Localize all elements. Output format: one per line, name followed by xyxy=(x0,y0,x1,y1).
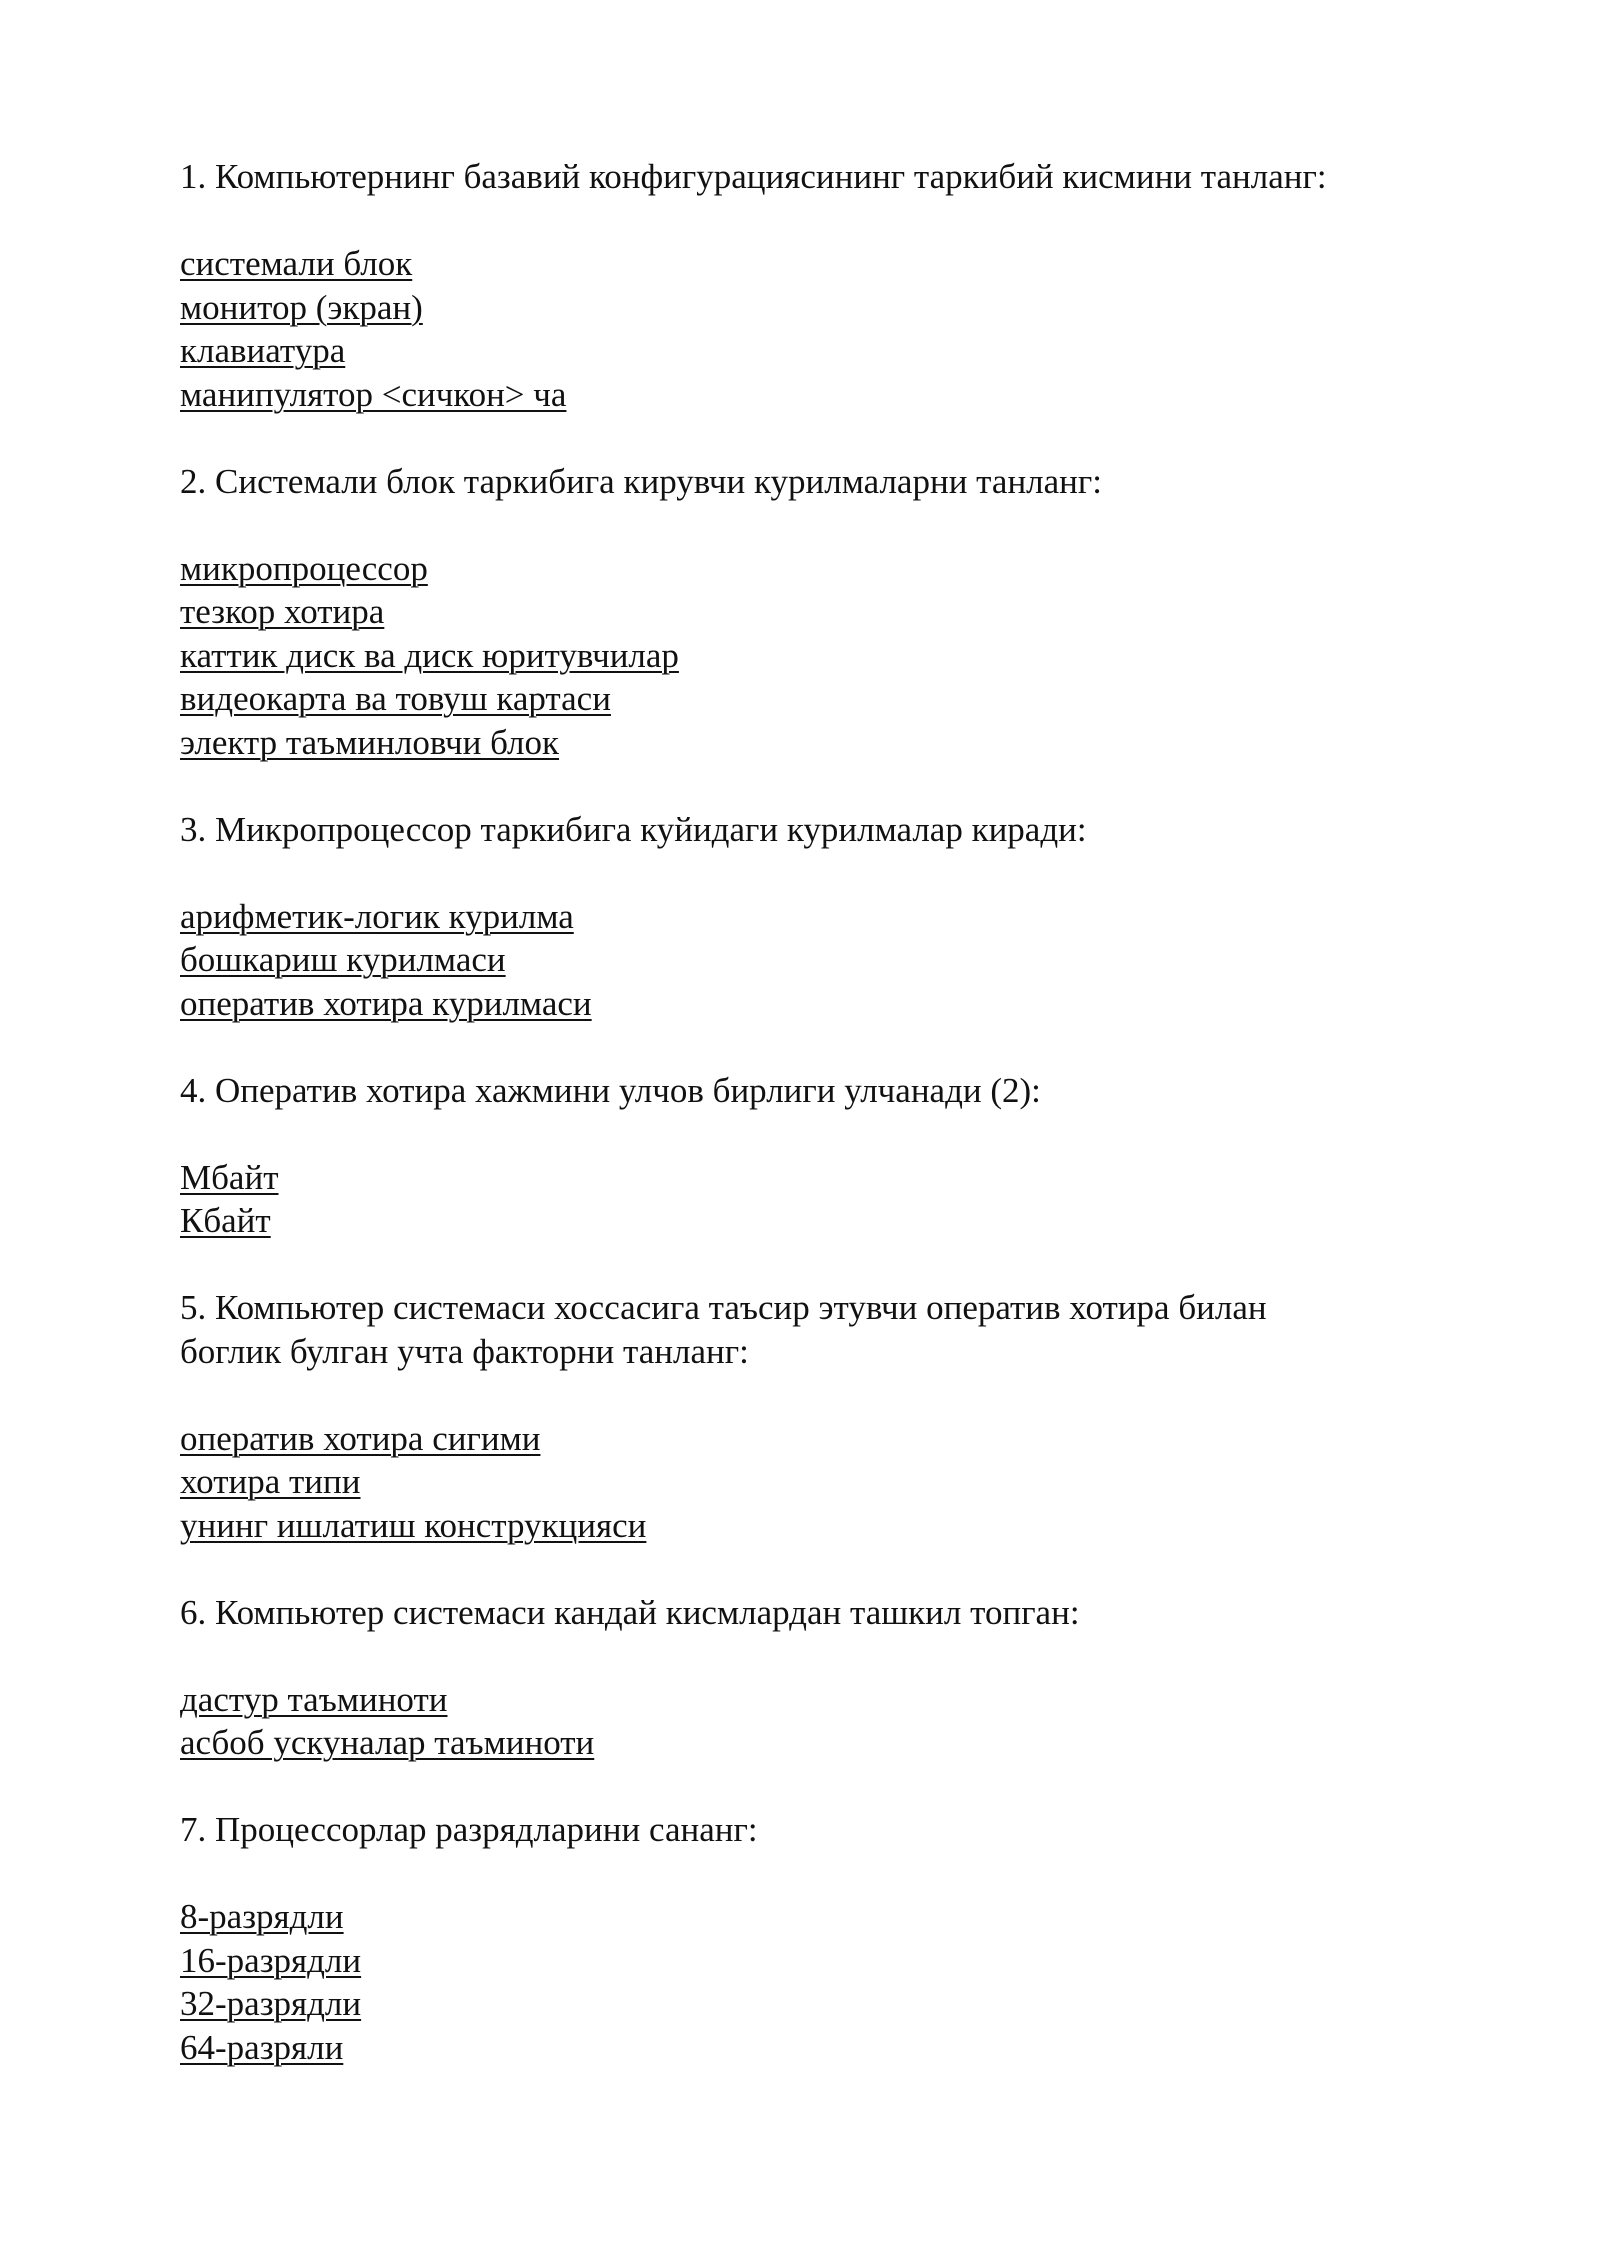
document-content xyxy=(180,155,1440,2069)
spacer xyxy=(180,199,1440,243)
question-text: 3. Микропроцессор таркибига куйидаги курилмалар киради: xyxy=(180,809,1087,849)
answer-item: манипулятор <сичкон> ча xyxy=(180,374,567,414)
answer-item: 16-разрядли xyxy=(180,1940,362,1980)
answer-item: видеокарта ва товуш картаси xyxy=(180,679,611,718)
question-text xyxy=(180,1286,1440,1373)
answer-list xyxy=(180,1678,1440,1765)
answer-item: системали блок xyxy=(180,244,413,283)
question-text: 4. Оператив хотира хажмини улчов бирлиги улчанади (2): xyxy=(180,1070,1041,1110)
question-block xyxy=(180,1069,1440,1243)
spacer xyxy=(180,1852,1440,1896)
answer-item: электр таъминловчи блок xyxy=(180,722,560,762)
question-text: 2. Системали блок таркибига кирувчи курилмаларни танланг: xyxy=(180,461,1102,501)
answer-list xyxy=(180,1417,1440,1548)
answer-list xyxy=(180,1895,1440,2069)
spacer xyxy=(180,416,1440,460)
question-text: 1. Компьютернинг базавий конфигурациясининг таркибий кисмини танланг: xyxy=(180,157,1327,196)
question-block xyxy=(180,808,1440,1026)
answer-item: тезкор хотира xyxy=(180,592,385,631)
spacer xyxy=(180,764,1440,808)
question-block xyxy=(180,460,1440,765)
answer-item: микропроцессор xyxy=(180,548,428,588)
spacer xyxy=(180,1634,1440,1678)
answer-item: арифметик-логик курилма xyxy=(180,896,574,936)
answer-item: оператив хотира курилмаси xyxy=(180,983,592,1023)
question-line: 5. Компьютер системаси хоссасига таъсир этувчи оператив хотира билан xyxy=(180,1288,1267,1327)
answer-list xyxy=(180,1156,1440,1243)
spacer xyxy=(180,1112,1440,1156)
answer-item: клавиатура xyxy=(180,331,346,370)
spacer xyxy=(180,1025,1440,1069)
spacer xyxy=(180,503,1440,547)
question-block xyxy=(180,1591,1440,1765)
answer-item: хотира типи xyxy=(180,1462,361,1501)
spacer xyxy=(180,1373,1440,1417)
question-block xyxy=(180,1808,1440,2069)
answer-item: бошкариш курилмаси xyxy=(180,940,506,979)
answer-item: оператив хотира сигими xyxy=(180,1418,541,1458)
answer-item: 8-разрядли xyxy=(180,1897,344,1936)
answer-item: дастур таъминоти xyxy=(180,1679,448,1719)
answer-item: монитор (экран) xyxy=(180,287,423,327)
spacer xyxy=(180,1547,1440,1591)
question-block xyxy=(180,1286,1440,1547)
answer-item: каттик диск ва диск юритувчилар xyxy=(180,635,679,675)
spacer xyxy=(180,1765,1440,1809)
answer-item: Мбайт xyxy=(180,1157,279,1197)
question-text: 7. Процессорлар разрядларини сананг: xyxy=(180,1810,758,1849)
answer-list xyxy=(180,895,1440,1026)
answer-item: 64-разряли xyxy=(180,2027,344,2067)
answer-list xyxy=(180,242,1440,416)
answer-list xyxy=(180,547,1440,765)
question-text: 6. Компьютер системаси кандай кисмлардан ташкил топган: xyxy=(180,1592,1080,1632)
question-line: боглик булган учта факторни танланг: xyxy=(180,1331,749,1371)
answer-item: Кбайт xyxy=(180,1201,271,1240)
answer-item: асбоб ускуналар таъминоти xyxy=(180,1723,595,1762)
answer-item: унинг ишлатиш конструкцияси xyxy=(180,1505,647,1545)
spacer xyxy=(180,851,1440,895)
question-block xyxy=(180,155,1440,416)
answer-item: 32-разрядли xyxy=(180,1984,362,2023)
spacer xyxy=(180,1243,1440,1287)
